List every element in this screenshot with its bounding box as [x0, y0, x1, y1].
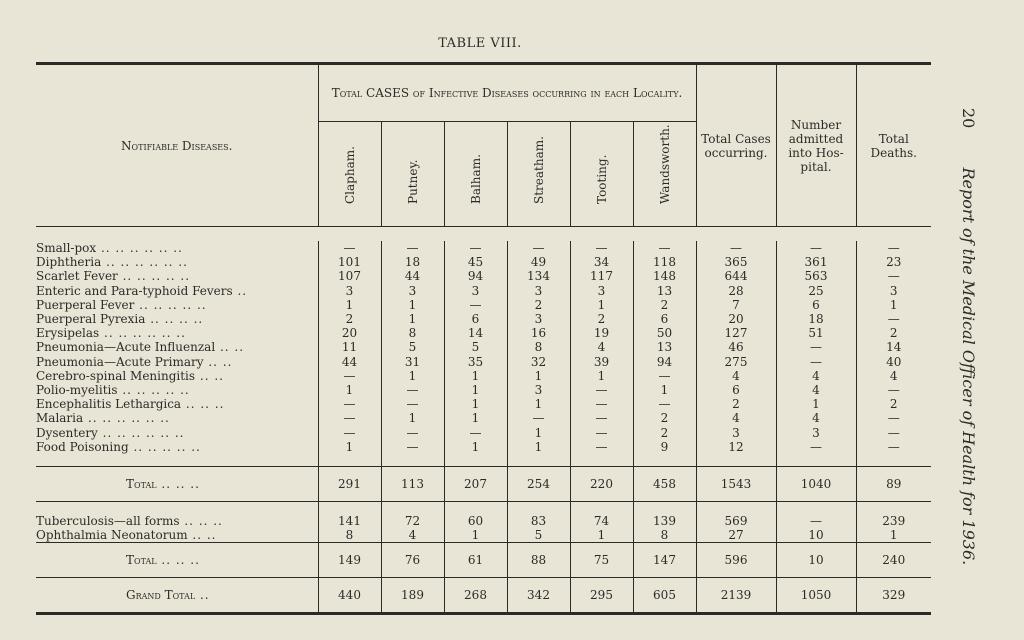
value-cell: 1 — [444, 383, 507, 397]
value-cell: 8 — [318, 528, 381, 543]
row-label — [36, 312, 318, 326]
page-number: 20 — [959, 108, 978, 129]
value-cell: 2 — [856, 397, 931, 411]
value-cell: 1 — [507, 369, 570, 383]
leader-dots: .. .. .. .. .. .. — [96, 241, 183, 256]
row-name: Encephalitis Lethargica — [36, 397, 182, 412]
table-row — [36, 284, 931, 298]
leader-dots: .. .. .. .. .. .. — [97, 425, 185, 440]
row-name: Scarlet Fever — [36, 269, 118, 284]
value-cell: 113 — [381, 466, 444, 501]
value-cell: 1 — [570, 298, 633, 312]
value-cell: — — [570, 425, 633, 439]
value-cell: 4 — [696, 411, 776, 425]
value-cell: 13 — [633, 284, 696, 298]
value-cell: — — [856, 269, 931, 283]
leader-dots: .. .. .. — [156, 553, 200, 568]
value-cell: 596 — [696, 543, 776, 578]
row-name: Erysipelas — [36, 326, 100, 341]
value-cell: 12 — [696, 440, 776, 454]
leader-dots: .. .. .. — [179, 513, 223, 528]
value-cell: 139 — [633, 514, 696, 528]
value-cell: 2 — [507, 298, 570, 312]
row-label — [36, 241, 318, 255]
value-cell: 6 — [696, 383, 776, 397]
leader-dots: .. .. — [195, 368, 224, 383]
value-cell: 569 — [696, 514, 776, 528]
value-cell: — — [856, 241, 931, 255]
value-cell: 3 — [444, 284, 507, 298]
column-header-balham: Balham. — [444, 122, 507, 227]
leader-dots: .. .. .. .. .. — [117, 269, 191, 284]
table-row — [36, 425, 931, 439]
value-cell: 1 — [444, 397, 507, 411]
column-header-wandsworth: Wandsworth. — [633, 122, 696, 227]
value-cell: 34 — [570, 255, 633, 269]
row-name: Pneumonia—Acute Influenzal — [36, 340, 216, 355]
table-row — [36, 369, 931, 383]
value-cell: — — [570, 383, 633, 397]
value-cell: — — [507, 411, 570, 425]
value-cell: — — [633, 397, 696, 411]
value-cell: 117 — [570, 269, 633, 283]
value-cell: 3 — [696, 425, 776, 439]
table-row — [36, 298, 931, 312]
column-header-tooting: Tooting. — [570, 122, 633, 227]
value-cell: — — [318, 425, 381, 439]
value-cell: 1 — [856, 298, 931, 312]
column-header-deaths: Total Deaths. — [856, 65, 931, 227]
value-cell: — — [856, 383, 931, 397]
row-name: Tuberculosis—all forms — [36, 513, 180, 528]
value-cell: 25 — [776, 284, 856, 298]
row-name: Total — [126, 476, 157, 491]
row-name: Puerperal Pyrexia — [36, 312, 146, 327]
value-cell: 44 — [318, 355, 381, 369]
row-label — [36, 255, 318, 269]
value-cell: — — [856, 440, 931, 454]
value-cell: 51 — [776, 326, 856, 340]
value-cell: — — [381, 397, 444, 411]
row-name: Puerperal Fever — [36, 297, 135, 312]
value-cell: 127 — [696, 326, 776, 340]
value-cell: 1 — [318, 298, 381, 312]
value-cell: 60 — [444, 514, 507, 528]
value-cell: 6 — [444, 312, 507, 326]
value-cell: 365 — [696, 255, 776, 269]
value-cell: 89 — [856, 466, 931, 501]
value-cell: 291 — [318, 466, 381, 501]
value-cell: 605 — [633, 578, 696, 614]
value-cell: 76 — [381, 543, 444, 578]
table-row — [36, 355, 931, 369]
value-cell: 1 — [507, 425, 570, 439]
value-cell: 4 — [696, 369, 776, 383]
value-cell: 72 — [381, 514, 444, 528]
column-header-total-cases: Total Cases occurring. — [696, 65, 776, 227]
value-cell: 4 — [570, 340, 633, 354]
value-cell: 1 — [776, 397, 856, 411]
leader-dots: .. .. .. .. — [145, 312, 204, 327]
value-cell: 35 — [444, 355, 507, 369]
table-row — [36, 528, 931, 543]
value-cell: 3 — [776, 425, 856, 439]
value-cell: — — [776, 340, 856, 354]
value-cell: — — [444, 298, 507, 312]
value-cell: 74 — [570, 514, 633, 528]
value-cell: 1 — [507, 397, 570, 411]
value-cell: — — [776, 440, 856, 454]
table-row — [36, 514, 931, 528]
value-cell: — — [570, 411, 633, 425]
value-cell: — — [318, 241, 381, 255]
row-label — [36, 326, 318, 340]
row-label — [36, 284, 318, 298]
total-row — [36, 543, 931, 578]
value-cell: 3 — [507, 284, 570, 298]
leader-dots: .. .. — [203, 354, 233, 369]
table-row — [36, 241, 931, 255]
row-label — [36, 466, 318, 501]
value-cell: 75 — [570, 543, 633, 578]
value-cell: — — [856, 411, 931, 425]
value-cell: 458 — [633, 466, 696, 501]
value-cell: 14 — [444, 326, 507, 340]
leader-dots: .. .. — [215, 340, 245, 355]
value-cell: — — [776, 355, 856, 369]
value-cell: 2 — [633, 411, 696, 425]
row-label — [36, 440, 318, 454]
value-cell: 8 — [633, 528, 696, 543]
value-cell: 1 — [444, 369, 507, 383]
value-cell: 141 — [318, 514, 381, 528]
running-title: Report of the Medical Officer of Health for 1936. — [959, 167, 978, 566]
value-cell: 4 — [381, 528, 444, 543]
row-name: Ophthalmia Neonatorum — [36, 528, 188, 543]
value-cell: 2 — [318, 312, 381, 326]
value-cell: 3 — [856, 284, 931, 298]
value-cell: 49 — [507, 255, 570, 269]
value-cell: 8 — [381, 326, 444, 340]
row-label — [36, 425, 318, 439]
page-margin-heading — [948, 108, 984, 628]
value-cell: — — [444, 241, 507, 255]
row-label — [36, 514, 318, 528]
value-cell: 118 — [633, 255, 696, 269]
row-name: Enteric and Para-typhoid Fevers — [36, 283, 233, 298]
value-cell: 9 — [633, 440, 696, 454]
row-name: Cerebro-spinal Meningitis — [36, 368, 196, 383]
value-cell: — — [318, 397, 381, 411]
value-cell: — — [856, 312, 931, 326]
value-cell: 94 — [633, 355, 696, 369]
value-cell: 134 — [507, 269, 570, 283]
row-label — [36, 543, 318, 578]
value-cell: 1 — [444, 528, 507, 543]
value-cell: — — [633, 369, 696, 383]
value-cell: 1 — [570, 528, 633, 543]
value-cell: 563 — [776, 269, 856, 283]
value-cell: — — [381, 383, 444, 397]
value-cell: 644 — [696, 269, 776, 283]
value-cell: 4 — [856, 369, 931, 383]
value-cell: 268 — [444, 578, 507, 614]
value-cell: 3 — [507, 312, 570, 326]
value-cell: — — [318, 411, 381, 425]
value-cell: 1 — [856, 528, 931, 543]
table-row — [36, 397, 931, 411]
value-cell: 46 — [696, 340, 776, 354]
leader-dots: .. — [232, 283, 248, 298]
row-name: Small-pox — [36, 241, 97, 256]
value-cell: 329 — [856, 578, 931, 614]
table-row — [36, 255, 931, 269]
value-cell: — — [570, 241, 633, 255]
leader-dots: .. .. .. .. .. .. — [99, 326, 186, 341]
leader-dots: .. .. .. — [181, 397, 225, 412]
row-name: Diphtheria — [36, 255, 102, 270]
value-cell: 18 — [381, 255, 444, 269]
value-cell: 149 — [318, 543, 381, 578]
row-label — [36, 397, 318, 411]
value-cell: 14 — [856, 340, 931, 354]
row-name: Grand Total — [126, 588, 196, 603]
value-cell: — — [776, 514, 856, 528]
running-header — [959, 108, 978, 565]
table-title: TABLE VIII. — [438, 36, 522, 51]
value-cell: 239 — [856, 514, 931, 528]
row-label — [36, 340, 318, 354]
row-name: Pneumonia—Acute Primary — [36, 354, 204, 369]
value-cell: 88 — [507, 543, 570, 578]
column-header-admitted: Number admitted into Hos- pital. — [776, 65, 856, 227]
value-cell: — — [856, 425, 931, 439]
value-cell: — — [444, 425, 507, 439]
value-cell: 254 — [507, 466, 570, 501]
value-cell: 3 — [381, 284, 444, 298]
table-row — [36, 440, 931, 454]
value-cell: 6 — [633, 312, 696, 326]
table-row — [36, 340, 931, 354]
value-cell: 50 — [633, 326, 696, 340]
value-cell: 83 — [507, 514, 570, 528]
leader-dots: .. .. .. — [156, 476, 200, 491]
value-cell: 13 — [633, 340, 696, 354]
value-cell: 40 — [856, 355, 931, 369]
table-row — [36, 411, 931, 425]
row-name: Malaria — [36, 411, 84, 426]
value-cell: 342 — [507, 578, 570, 614]
value-cell: — — [776, 241, 856, 255]
value-cell: 295 — [570, 578, 633, 614]
table-row — [36, 269, 931, 283]
value-cell: 94 — [444, 269, 507, 283]
value-cell: 1 — [444, 440, 507, 454]
value-cell: 440 — [318, 578, 381, 614]
value-cell: 31 — [381, 355, 444, 369]
value-cell: 7 — [696, 298, 776, 312]
value-cell: 1 — [381, 312, 444, 326]
value-cell: 10 — [776, 543, 856, 578]
value-cell: 4 — [776, 383, 856, 397]
value-cell: 1543 — [696, 466, 776, 501]
value-cell: 1 — [318, 383, 381, 397]
leader-dots: .. .. .. .. .. — [128, 439, 201, 454]
total-row — [36, 466, 931, 501]
value-cell: 6 — [776, 298, 856, 312]
value-cell: 1 — [381, 411, 444, 425]
table-row — [36, 383, 931, 397]
value-cell: 1 — [444, 411, 507, 425]
column-header-notifiable: Notifiable Diseases. — [121, 138, 233, 153]
value-cell: — — [507, 241, 570, 255]
value-cell: 2 — [633, 298, 696, 312]
value-cell: 3 — [570, 284, 633, 298]
value-cell: 1050 — [776, 578, 856, 614]
value-cell: 240 — [856, 543, 931, 578]
value-cell: 2 — [570, 312, 633, 326]
value-cell: 361 — [776, 255, 856, 269]
value-cell: 189 — [381, 578, 444, 614]
value-cell: 11 — [318, 340, 381, 354]
value-cell: 220 — [570, 466, 633, 501]
leader-dots: .. .. .. .. .. — [117, 382, 190, 397]
column-group-header: Total CASES of Infective Diseases occurring in each Locality. — [318, 65, 696, 122]
value-cell: — — [570, 397, 633, 411]
value-cell: 10 — [776, 528, 856, 543]
value-cell: 107 — [318, 269, 381, 283]
row-label — [36, 355, 318, 369]
value-cell: 2 — [856, 326, 931, 340]
row-name: Food Poisoning — [36, 439, 129, 454]
column-header-streatham: Streatham. — [507, 122, 570, 227]
value-cell: 23 — [856, 255, 931, 269]
leader-dots: .. .. .. .. .. .. — [101, 255, 188, 270]
row-label — [36, 298, 318, 312]
value-cell: 275 — [696, 355, 776, 369]
leader-dots: .. .. .. .. .. .. — [83, 411, 170, 426]
row-label — [36, 528, 318, 543]
value-cell: — — [381, 440, 444, 454]
row-name: Polio-myelitis — [36, 382, 118, 397]
leader-dots: .. .. .. .. .. — [134, 297, 207, 312]
value-cell: 45 — [444, 255, 507, 269]
value-cell: 8 — [507, 340, 570, 354]
value-cell: 20 — [318, 326, 381, 340]
value-cell: 1 — [318, 440, 381, 454]
value-cell: 28 — [696, 284, 776, 298]
value-cell: 44 — [381, 269, 444, 283]
column-header-clapham: Clapham. — [318, 122, 381, 227]
value-cell: 1 — [633, 383, 696, 397]
row-label — [36, 578, 318, 614]
value-cell: 1 — [570, 369, 633, 383]
value-cell: 32 — [507, 355, 570, 369]
value-cell: 1 — [507, 440, 570, 454]
value-cell: 5 — [444, 340, 507, 354]
value-cell: 19 — [570, 326, 633, 340]
value-cell: 1 — [381, 298, 444, 312]
value-cell: 101 — [318, 255, 381, 269]
leader-dots: .. .. — [187, 528, 217, 543]
value-cell: 147 — [633, 543, 696, 578]
value-cell: 5 — [381, 340, 444, 354]
value-cell: — — [633, 241, 696, 255]
value-cell: 61 — [444, 543, 507, 578]
total-row — [36, 578, 931, 614]
value-cell: 207 — [444, 466, 507, 501]
row-name: Total — [126, 553, 157, 568]
value-cell: 27 — [696, 528, 776, 543]
value-cell: 20 — [696, 312, 776, 326]
value-cell: — — [381, 425, 444, 439]
table-row — [36, 312, 931, 326]
row-label — [36, 269, 318, 283]
value-cell: 39 — [570, 355, 633, 369]
table-row — [36, 326, 931, 340]
value-cell: 18 — [776, 312, 856, 326]
row-label — [36, 383, 318, 397]
value-cell: 4 — [776, 369, 856, 383]
value-cell: — — [570, 440, 633, 454]
value-cell: — — [381, 241, 444, 255]
row-label — [36, 411, 318, 425]
value-cell: 1040 — [776, 466, 856, 501]
leader-dots: .. — [195, 588, 210, 603]
row-name: Dysentery — [36, 425, 98, 440]
value-cell: 148 — [633, 269, 696, 283]
value-cell: 2139 — [696, 578, 776, 614]
value-cell: — — [696, 241, 776, 255]
row-label — [36, 369, 318, 383]
infective-diseases-table — [36, 62, 931, 615]
value-cell: 3 — [318, 284, 381, 298]
value-cell: 16 — [507, 326, 570, 340]
value-cell: 3 — [507, 383, 570, 397]
value-cell: 2 — [633, 425, 696, 439]
value-cell: 1 — [381, 369, 444, 383]
value-cell: 2 — [696, 397, 776, 411]
column-header-putney: Putney. — [381, 122, 444, 227]
value-cell: — — [318, 369, 381, 383]
value-cell: 5 — [507, 528, 570, 543]
value-cell: 4 — [776, 411, 856, 425]
